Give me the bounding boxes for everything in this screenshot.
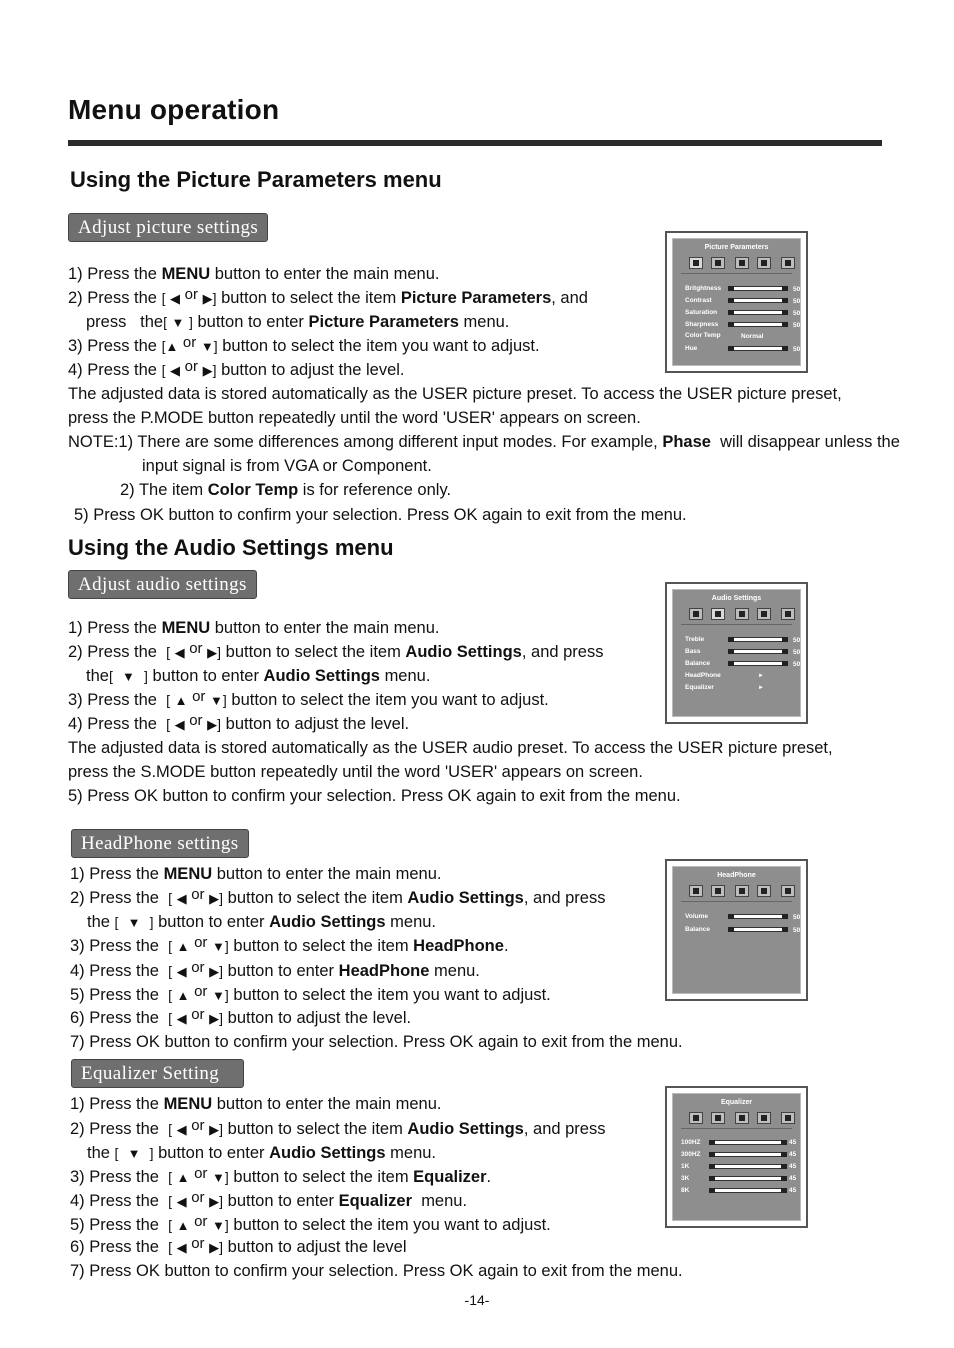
level-bar xyxy=(728,649,788,654)
eq-step-5: 5) Press the [ ▲ or ▼] button to select the item you want to adjust. xyxy=(70,1213,551,1234)
left-arrow-icon: ◀ xyxy=(174,717,185,732)
level-bar xyxy=(728,286,788,291)
level-bar xyxy=(709,1140,787,1145)
pic-step-2b: press the[ ▼ ] button to enter Picture Parameters menu. xyxy=(86,313,510,331)
screen-row-value: 45 xyxy=(789,1175,797,1182)
hp-step-5: 5) Press the [ ▲ or ▼] button to select the item you want to adjust. xyxy=(70,983,551,1004)
screen-row-value: 50 xyxy=(793,298,801,305)
screen-row-value: 45 xyxy=(789,1163,797,1170)
eq-step-7: 7) Press OK button to confirm your selection. Press OK again to exit from the menu. xyxy=(70,1262,683,1280)
screen-title: Audio Settings xyxy=(711,595,762,602)
pic-step-2: 2) Press the [ ◀ or ▶] button to select the item Picture Parameters, and xyxy=(68,286,588,307)
hp-step-1: 1) Press the MENU button to enter the main menu. xyxy=(70,865,442,883)
aud-step-4: 4) Press the [ ◀ or ▶] button to adjust the level. xyxy=(68,712,410,733)
right-arrow-icon: ▶ xyxy=(209,1194,220,1209)
audio-icon xyxy=(711,608,725,620)
right-arrow-icon: ▶ xyxy=(209,1122,220,1137)
hp-step-6: 6) Press the [ ◀ or ▶] button to adjust the level. xyxy=(70,1006,412,1027)
screen-row-label: 1K xyxy=(681,1163,690,1170)
down-arrow-icon: ▼ xyxy=(127,915,141,930)
tools-icon xyxy=(757,885,771,897)
headphone-screen xyxy=(665,859,808,1001)
down-arrow-icon: ▼ xyxy=(212,1170,225,1185)
aud-step-1: 1) Press the MENU button to enter the main menu. xyxy=(68,619,440,637)
level-bar xyxy=(709,1188,787,1193)
hp-step-7: 7) Press OK button to confirm your selection. Press OK again to exit from the menu. xyxy=(70,1033,683,1051)
left-arrow-icon: ◀ xyxy=(170,363,181,378)
setup-icon xyxy=(781,608,795,620)
pic-step-1: 1) Press the MENU button to enter the main menu. xyxy=(68,265,440,283)
screen-row-label: Saturation xyxy=(685,309,718,316)
screen-icon-row xyxy=(681,1110,792,1129)
up-arrow-icon: ▲ xyxy=(165,339,179,354)
up-arrow-icon: ▲ xyxy=(176,1218,190,1233)
tools-icon xyxy=(757,608,771,620)
level-bar xyxy=(709,1152,787,1157)
aud-step-3: 3) Press the [ ▲ or ▼] button to select the item you want to adjust. xyxy=(68,688,549,709)
screen-row-label: Hue xyxy=(685,345,698,352)
screen-row-label: 300HZ xyxy=(681,1151,701,1158)
page-title: Menu operation xyxy=(68,94,280,125)
eq-step-4: 4) Press the [ ◀ or ▶] button to enter Equalizer menu. xyxy=(70,1189,468,1210)
eq-step-1: 1) Press the MENU button to enter the main menu. xyxy=(70,1095,442,1113)
right-arrow-icon: ▶ xyxy=(209,964,220,979)
screen-row-value: 50 xyxy=(793,649,801,656)
down-arrow-icon: ▼ xyxy=(212,988,225,1003)
title-rule xyxy=(68,140,882,146)
level-bar xyxy=(728,637,788,642)
screen-row-label: Treble xyxy=(685,636,705,643)
level-bar xyxy=(709,1176,787,1181)
audio-icon xyxy=(711,1112,725,1124)
screen-row-label: Contrast xyxy=(685,297,712,304)
right-arrow-icon: ▶ xyxy=(207,645,218,660)
tools-icon xyxy=(757,1112,771,1124)
left-arrow-icon: ◀ xyxy=(176,1011,187,1026)
screen-row-value: 50 xyxy=(793,927,801,934)
pill-equalizer: Equalizer Setting xyxy=(71,1059,244,1088)
eq-step-3: 3) Press the [ ▲ or ▼] button to select the item Equalizer. xyxy=(70,1165,492,1186)
level-bar xyxy=(728,927,788,932)
screen-row-label: 3K xyxy=(681,1175,690,1182)
aud-para-2: press the S.MODE button repeatedly until the word 'USER' appears on screen. xyxy=(68,763,643,781)
screen-icon xyxy=(735,885,749,897)
pic-step-4: 4) Press the [ ◀ or ▶] button to adjust the level. xyxy=(68,358,405,379)
picture-parameters-screen xyxy=(665,231,808,373)
submenu-arrow-icon: ► xyxy=(758,673,764,679)
aud-step-2: 2) Press the [ ◀ or ▶] button to select the item Audio Settings, and press xyxy=(68,640,604,661)
down-arrow-icon: ▼ xyxy=(210,693,223,708)
screen-icon-row xyxy=(681,883,792,902)
screen-row-value: 50 xyxy=(793,346,801,353)
screen-row-value: 50 xyxy=(793,286,801,293)
setup-icon xyxy=(781,885,795,897)
right-arrow-icon: ▶ xyxy=(209,891,220,906)
screen-icon-row xyxy=(681,606,792,625)
section-heading-audio: Using the Audio Settings menu xyxy=(68,535,394,560)
up-arrow-icon: ▲ xyxy=(174,693,188,708)
screen-row-value: 50 xyxy=(793,310,801,317)
left-arrow-icon: ◀ xyxy=(176,1240,187,1255)
picture-icon xyxy=(689,608,703,620)
pill-headphone: HeadPhone settings xyxy=(71,829,249,858)
screen-row-label: Sharpness xyxy=(685,321,719,328)
left-arrow-icon: ◀ xyxy=(176,1122,187,1137)
eq-step-2: 2) Press the [ ◀ or ▶] button to select the item Audio Settings, and press xyxy=(70,1117,606,1138)
pic-note-1c: input signal is from VGA or Component. xyxy=(142,457,432,475)
level-bar xyxy=(709,1164,787,1169)
level-bar xyxy=(728,661,788,666)
screen-row-label: Equalizer xyxy=(685,684,714,691)
right-arrow-icon: ▶ xyxy=(209,1011,220,1026)
screen-row-value: 45 xyxy=(789,1139,797,1146)
right-arrow-icon: ▶ xyxy=(207,717,218,732)
level-bar xyxy=(728,322,788,327)
aud-step-2b: the[ ▼ ] button to enter Audio Settings menu. xyxy=(86,667,431,685)
audio-settings-screen xyxy=(665,582,808,724)
eq-step-2b: the [ ▼ ] button to enter Audio Settings menu. xyxy=(87,1144,437,1162)
right-arrow-icon: ▶ xyxy=(202,363,213,378)
aud-step-5: 5) Press OK button to confirm your selection. Press OK again to exit from the menu. xyxy=(68,787,681,805)
down-arrow-icon: ▼ xyxy=(200,339,214,354)
level-bar xyxy=(728,298,788,303)
page-number: -14- xyxy=(464,1292,490,1308)
screen-title: HeadPhone xyxy=(717,872,756,879)
screen-row-value: Normal xyxy=(741,333,764,340)
screen-icon xyxy=(735,257,749,269)
hp-step-3: 3) Press the [ ▲ or ▼] button to select the item HeadPhone. xyxy=(70,934,509,955)
screen-row-value: 50 xyxy=(793,914,801,921)
screen-row-label: Color Temp xyxy=(685,332,721,339)
audio-icon xyxy=(711,885,725,897)
screen-row-value: 50 xyxy=(793,661,801,668)
down-arrow-icon: ▼ xyxy=(122,669,135,684)
left-arrow-icon: ◀ xyxy=(176,964,187,979)
up-arrow-icon: ▲ xyxy=(176,939,190,954)
screen-title: Picture Parameters xyxy=(704,244,769,251)
screen-title: Equalizer xyxy=(720,1099,753,1106)
down-arrow-icon: ▼ xyxy=(171,315,185,330)
pill-adjust-picture: Adjust picture settings xyxy=(68,213,268,242)
pic-step-3: 3) Press the [▲ or ▼] button to select the item you want to adjust. xyxy=(68,334,540,355)
hp-step-2b: the [ ▼ ] button to enter Audio Settings menu. xyxy=(87,913,437,931)
left-arrow-icon: ◀ xyxy=(176,891,187,906)
submenu-arrow-icon: ► xyxy=(758,685,764,691)
level-bar xyxy=(728,310,788,315)
audio-icon xyxy=(711,257,725,269)
screen-row-label: Volume xyxy=(685,913,708,920)
right-arrow-icon: ▶ xyxy=(202,291,213,306)
picture-icon xyxy=(689,885,703,897)
pic-note-1: NOTE:1) There are some differences among different input modes. For example, Phase will disappear unless the xyxy=(68,433,900,451)
down-arrow-icon: ▼ xyxy=(127,1146,141,1161)
left-arrow-icon: ◀ xyxy=(170,291,181,306)
hp-step-4: 4) Press the [ ◀ or ▶] button to enter HeadPhone menu. xyxy=(70,959,480,980)
screen-icon xyxy=(735,1112,749,1124)
down-arrow-icon: ▼ xyxy=(212,939,225,954)
screen-row-value: 45 xyxy=(789,1187,797,1194)
tools-icon xyxy=(757,257,771,269)
screen-row-label: 100HZ xyxy=(681,1139,701,1146)
aud-para-1: The adjusted data is stored automatically as the USER audio preset. To access the USER picture preset, xyxy=(68,739,833,757)
setup-icon xyxy=(781,1112,795,1124)
pic-para-1: The adjusted data is stored automatically as the USER picture preset. To access the USER picture preset, xyxy=(68,385,842,403)
screen-row-label: Bass xyxy=(685,648,701,655)
pill-adjust-audio: Adjust audio settings xyxy=(68,570,257,599)
section-heading-picture: Using the Picture Parameters menu xyxy=(70,167,442,192)
down-arrow-icon: ▼ xyxy=(212,1218,225,1233)
hp-step-2: 2) Press the [ ◀ or ▶] button to select the item Audio Settings, and press xyxy=(70,886,606,907)
pic-note-2: 2) The item Color Temp is for reference only. xyxy=(120,481,452,499)
screen-row-value: 50 xyxy=(793,322,801,329)
level-bar xyxy=(728,346,788,351)
up-arrow-icon: ▲ xyxy=(176,988,190,1003)
screen-row-label: Balance xyxy=(685,926,710,933)
screen-row-value: 50 xyxy=(793,637,801,644)
up-arrow-icon: ▲ xyxy=(176,1170,190,1185)
picture-icon xyxy=(689,1112,703,1124)
level-bar xyxy=(728,914,788,919)
screen-icon xyxy=(735,608,749,620)
equalizer-screen xyxy=(665,1086,808,1228)
screen-row-label: 8K xyxy=(681,1187,690,1194)
screen-row-value: 45 xyxy=(789,1151,797,1158)
left-arrow-icon: ◀ xyxy=(174,645,185,660)
left-arrow-icon: ◀ xyxy=(176,1194,187,1209)
pic-step-5: 5) Press OK button to confirm your selection. Press OK again to exit from the menu. xyxy=(74,506,687,524)
right-arrow-icon: ▶ xyxy=(209,1240,220,1255)
screen-icon-row xyxy=(681,255,792,274)
screen-row-label: Britghtness xyxy=(685,285,722,292)
eq-step-6: 6) Press the [ ◀ or ▶] button to adjust the level xyxy=(70,1235,407,1256)
screen-row-label: Balance xyxy=(685,660,710,667)
setup-icon xyxy=(781,257,795,269)
pic-para-2: press the P.MODE button repeatedly until the word 'USER' appears on screen. xyxy=(68,409,641,427)
picture-icon xyxy=(689,257,703,269)
screen-row-label: HeadPhone xyxy=(685,672,721,679)
